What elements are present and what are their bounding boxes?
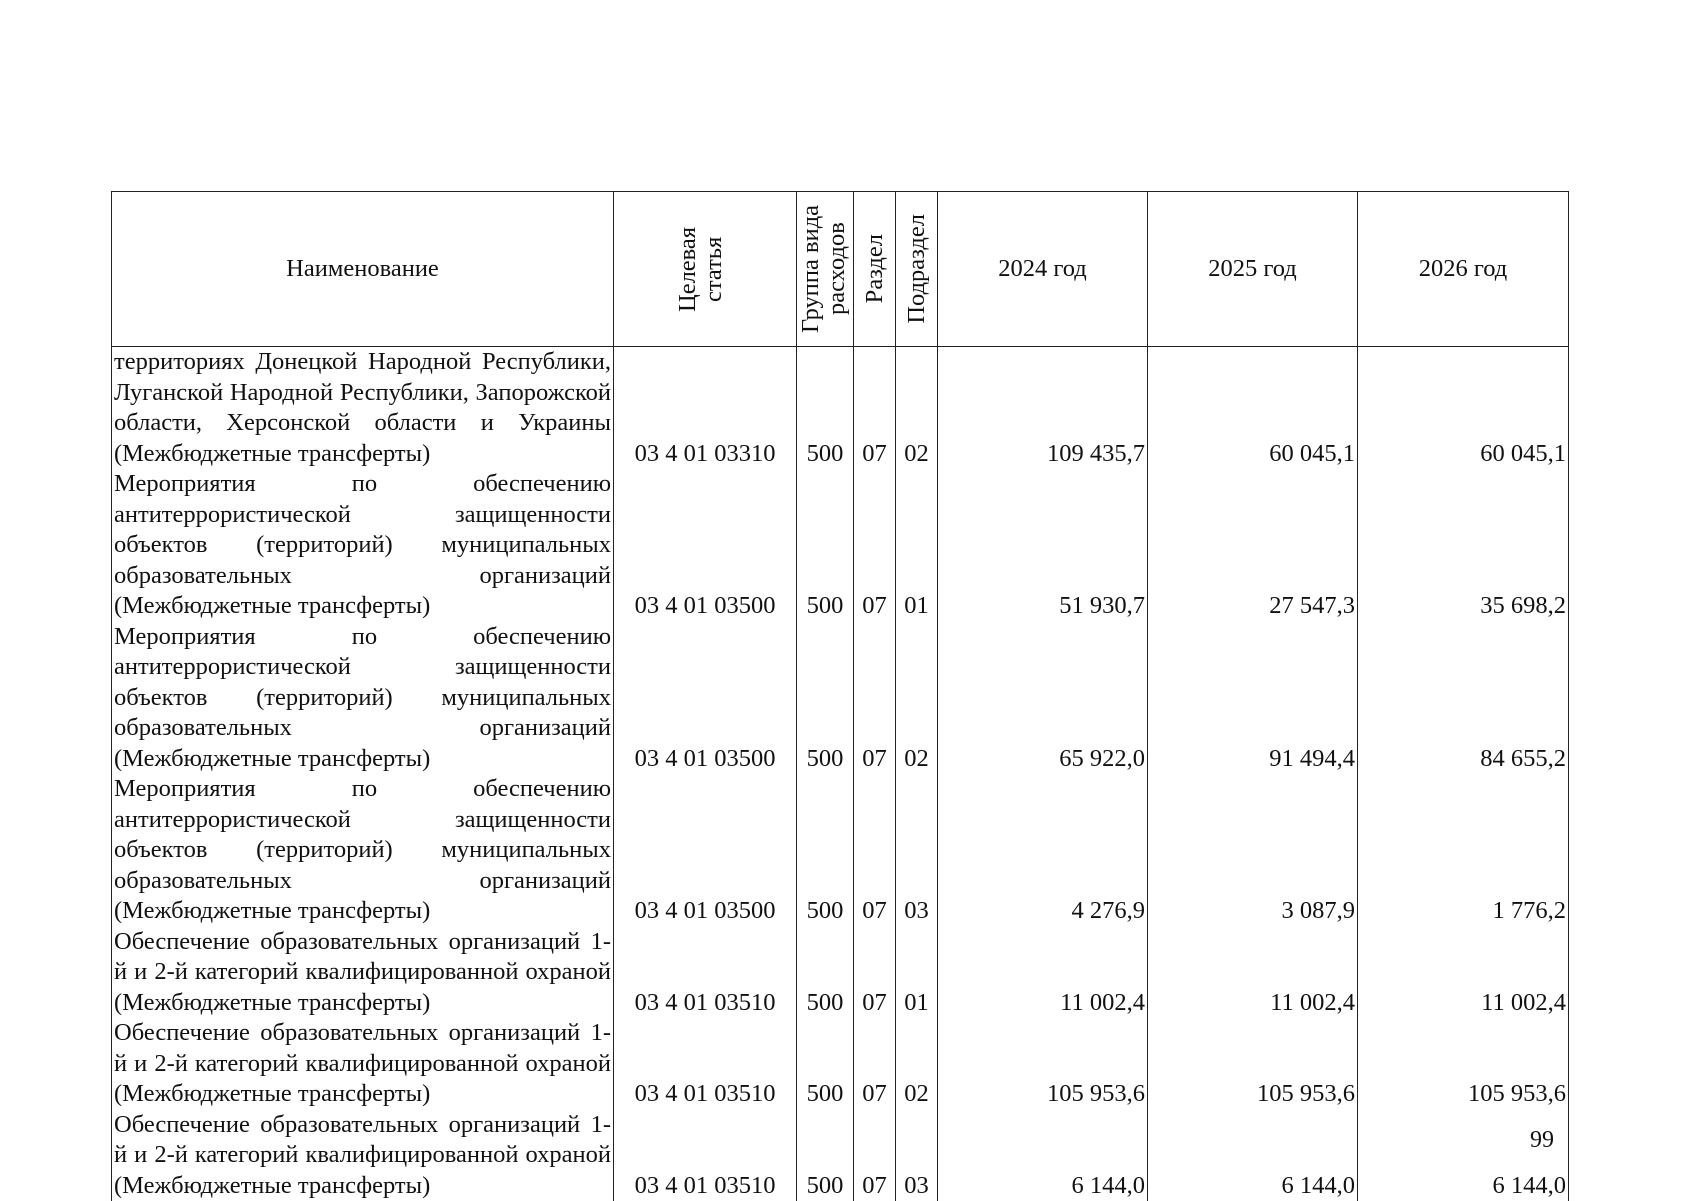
row-section-cell: 07 (854, 622, 896, 775)
row-expense-group-cell: 500 (797, 927, 854, 1019)
row-amount-2025-cell: 11 002,4 (1148, 927, 1358, 1019)
row-target-article-cell: 03 4 01 03500 (614, 774, 797, 927)
row-amount-2026-cell: 60 045,1 (1358, 347, 1569, 470)
row-amount-2024-cell: 65 922,0 (938, 622, 1148, 775)
table-body (112, 347, 1569, 1201)
page-number: 99 (1530, 1127, 1554, 1154)
header-expense-group (797, 192, 854, 347)
header-target-article (614, 192, 797, 347)
row-target-article-cell: 03 4 01 03500 (614, 469, 797, 622)
row-amount-2024-cell: 51 930,7 (938, 469, 1148, 622)
row-subsection-cell: 02 (896, 1018, 938, 1110)
row-expense-group-cell: 500 (797, 1018, 854, 1110)
row-section-cell: 07 (854, 347, 896, 470)
header-subsection-label: Подраздел (904, 214, 930, 324)
row-section-cell: 07 (854, 1018, 896, 1110)
row-name-cell: Обеспечение образовательных организаций 1-й и 2-й категорий квалифицированной охраной (Межбюджетные трансферты) (112, 1018, 614, 1110)
header-subsection (896, 192, 938, 347)
row-section-cell: 07 (854, 774, 896, 927)
row-target-article-cell: 03 4 01 03510 (614, 927, 797, 1019)
row-expense-group-cell: 500 (797, 622, 854, 775)
header-expense-group-label: Группа вида расходов (798, 192, 852, 346)
header-2024: 2024 год (938, 192, 1148, 347)
row-amount-2024-cell: 109 435,7 (938, 347, 1148, 470)
row-amount-2025-cell: 105 953,6 (1148, 1018, 1358, 1110)
header-target-article-label: Целевая статья (675, 192, 735, 346)
row-amount-2026-cell: 35 698,2 (1358, 469, 1569, 622)
row-expense-group-cell: 500 (797, 347, 854, 470)
row-name-cell: Обеспечение образовательных организаций 1-й и 2-й категорий квалифицированной охраной (Межбюджетные трансферты) (112, 927, 614, 1019)
row-name-cell: Мероприятия по обеспечению антитеррористической защищенности объектов (территорий) муниципальных образовательных организаций (Межбюджетные трансферты) (112, 774, 614, 927)
row-expense-group-cell: 500 (797, 774, 854, 927)
row-section-cell: 07 (854, 469, 896, 622)
row-subsection-cell: 02 (896, 347, 938, 470)
table-row (112, 1110, 1569, 1201)
row-amount-2026-cell: 1 776,2 (1358, 774, 1569, 927)
row-target-article-cell: 03 4 01 03510 (614, 1018, 797, 1110)
row-amount-2024-cell: 11 002,4 (938, 927, 1148, 1019)
row-expense-group-cell: 500 (797, 469, 854, 622)
table-row (112, 469, 1569, 622)
row-amount-2025-cell: 60 045,1 (1148, 347, 1358, 470)
row-amount-2025-cell: 3 087,9 (1148, 774, 1358, 927)
row-subsection-cell: 03 (896, 1110, 938, 1201)
row-amount-2025-cell: 91 494,4 (1148, 622, 1358, 775)
row-amount-2025-cell: 27 547,3 (1148, 469, 1358, 622)
row-amount-2024-cell: 6 144,0 (938, 1110, 1148, 1201)
table-header (112, 192, 1569, 347)
header-2025: 2025 год (1148, 192, 1358, 347)
row-name-cell: Обеспечение образовательных организаций 1-й и 2-й категорий квалифицированной охраной (Межбюджетные трансферты) (112, 1110, 614, 1201)
budget-table (111, 191, 1569, 1201)
table-row (112, 347, 1569, 470)
row-target-article-cell: 03 4 01 03500 (614, 622, 797, 775)
row-subsection-cell: 03 (896, 774, 938, 927)
row-amount-2026-cell: 11 002,4 (1358, 927, 1569, 1019)
header-2026: 2026 год (1358, 192, 1569, 347)
row-subsection-cell: 02 (896, 622, 938, 775)
row-name-cell: Мероприятия по обеспечению антитеррористической защищенности объектов (территорий) муниципальных образовательных организаций (Межбюджетные трансферты) (112, 469, 614, 622)
table-row (112, 1018, 1569, 1110)
row-amount-2024-cell: 105 953,6 (938, 1018, 1148, 1110)
table-row (112, 622, 1569, 775)
row-amount-2024-cell: 4 276,9 (938, 774, 1148, 927)
row-name-cell: Мероприятия по обеспечению антитеррористической защищенности объектов (территорий) муниципальных образовательных организаций (Межбюджетные трансферты) (112, 622, 614, 775)
table-row (112, 927, 1569, 1019)
row-subsection-cell: 01 (896, 927, 938, 1019)
row-section-cell: 07 (854, 1110, 896, 1201)
row-amount-2026-cell: 105 953,6 (1358, 1018, 1569, 1110)
row-expense-group-cell: 500 (797, 1110, 854, 1201)
header-name: Наименование (112, 192, 614, 347)
table-row (112, 774, 1569, 927)
row-amount-2025-cell: 6 144,0 (1148, 1110, 1358, 1201)
row-target-article-cell: 03 4 01 03310 (614, 347, 797, 470)
row-amount-2026-cell: 6 144,0 (1358, 1110, 1569, 1201)
row-target-article-cell: 03 4 01 03510 (614, 1110, 797, 1201)
header-section (854, 192, 896, 347)
row-amount-2026-cell: 84 655,2 (1358, 622, 1569, 775)
row-name-cell: территориях Донецкой Народной Республики, Луганской Народной Республики, Запорожской области, Херсонской области и Украины (Межбюджетные трансферты) (112, 347, 614, 470)
row-subsection-cell: 01 (896, 469, 938, 622)
header-section-label: Раздел (862, 234, 888, 303)
row-section-cell: 07 (854, 927, 896, 1019)
